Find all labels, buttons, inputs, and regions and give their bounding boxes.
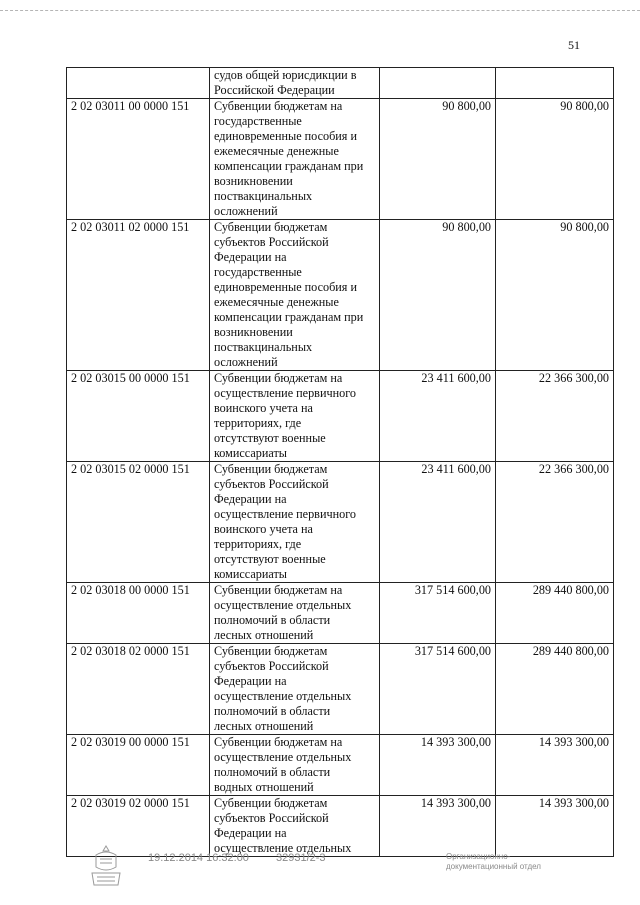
item-description: судов общей юрисдикции в Российской Федерации (210, 68, 380, 99)
item-description: Субвенции бюджетам субъектов Российской Федерации на осуществление отдельных полномочий в области лесных отношений (210, 644, 380, 735)
table-row (67, 735, 614, 796)
amount-cell: 23 411 600,00 (380, 462, 496, 583)
amount-cell: 90 800,00 (496, 99, 614, 220)
table-row (67, 68, 614, 99)
amount-cell: 22 366 300,00 (496, 462, 614, 583)
item-description: Субвенции бюджетам субъектов Российской Федерации на государственные единовременные пособия и ежемесячные денежные компенсации гражданам при возникновении поствакцинальных осложнений (210, 220, 380, 371)
classification-code: 2 02 03015 00 0000 151 (67, 371, 210, 462)
footer-document-code: 32931/2-3 (276, 852, 326, 864)
budget-table (66, 67, 614, 857)
amount-cell: 14 393 300,00 (496, 796, 614, 857)
table-row (67, 220, 614, 371)
amount-cell: 14 393 300,00 (496, 735, 614, 796)
item-description: Субвенции бюджетам субъектов Российской Федерации на осуществление первичного воинского учета на территориях, где отсутствуют военные комиссариаты (210, 462, 380, 583)
item-description: Субвенции бюджетам на осуществление отдельных полномочий в области водных отношений (210, 735, 380, 796)
top-border-line (0, 10, 640, 12)
amount-cell: 289 440 800,00 (496, 644, 614, 735)
table-row (67, 462, 614, 583)
classification-code: 2 02 03018 02 0000 151 (67, 644, 210, 735)
classification-code: 2 02 03011 02 0000 151 (67, 220, 210, 371)
amount-cell: 289 440 800,00 (496, 583, 614, 644)
amount-cell: 317 514 600,00 (380, 583, 496, 644)
classification-code: 2 02 03018 00 0000 151 (67, 583, 210, 644)
amount-cell (380, 68, 496, 99)
table-row (67, 583, 614, 644)
classification-code: 2 02 03019 00 0000 151 (67, 735, 210, 796)
table-row (67, 99, 614, 220)
item-description: Субвенции бюджетам на государственные единовременные пособия и ежемесячные денежные компенсации гражданам при возникновении поствакцинальных осложнений (210, 99, 380, 220)
classification-code: 2 02 03011 00 0000 151 (67, 99, 210, 220)
amount-cell: 317 514 600,00 (380, 644, 496, 735)
amount-cell: 23 411 600,00 (380, 371, 496, 462)
classification-code: 2 02 03015 02 0000 151 (67, 462, 210, 583)
amount-cell: 90 800,00 (380, 220, 496, 371)
table-row (67, 796, 614, 857)
amount-cell (496, 68, 614, 99)
amount-cell: 14 393 300,00 (380, 735, 496, 796)
table-row (67, 371, 614, 462)
classification-code (67, 68, 210, 99)
item-description: Субвенции бюджетам на осуществление первичного воинского учета на территориях, где отсутствуют военные комиссариаты (210, 371, 380, 462)
coat-of-arms-stamp-icon (86, 843, 126, 889)
amount-cell: 14 393 300,00 (380, 796, 496, 857)
item-description: Субвенции бюджетам на осуществление отдельных полномочий в области лесных отношений (210, 583, 380, 644)
amount-cell: 90 800,00 (496, 220, 614, 371)
item-description: Субвенции бюджетам субъектов Российской Федерации на осуществление отдельных (210, 796, 380, 857)
footer-datetime: 19.12.2014 16:32:00 (148, 852, 249, 864)
page-number: 51 (568, 38, 580, 52)
amount-cell: 90 800,00 (380, 99, 496, 220)
footer-department: Организационно- документационный отдел (446, 852, 541, 871)
table-row (67, 644, 614, 735)
amount-cell: 22 366 300,00 (496, 371, 614, 462)
classification-code: 2 02 03019 02 0000 151 (67, 796, 210, 857)
